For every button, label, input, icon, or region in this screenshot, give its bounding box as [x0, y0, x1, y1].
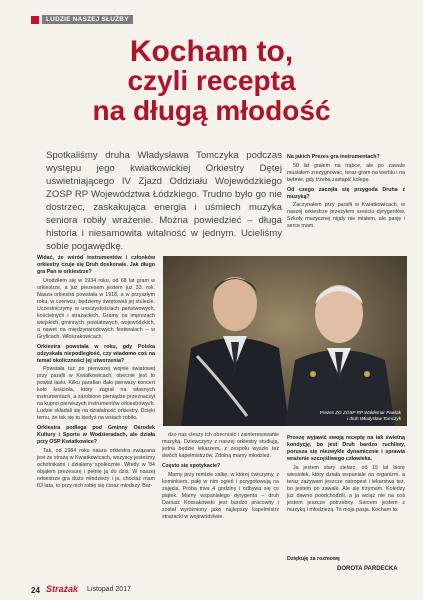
interview-answer: Ja jestem stary zielarz, od 15 lat biorę wiesiołek, który działa wspaniale na organizm, a teraz zażywam jeszcze ostropest i lekarstwa też, bo jestem po zawale. Ale się trzymam. Koledzy już dawno poodchodzili, a ja wciąż nie na coś jestem jeszcze potrzebny. Sercem jestem z muzyką i młodzieżą. To moja pasja. Kocham to. [287, 464, 405, 513]
interview-photo [163, 256, 407, 426]
page-number: 24 [31, 586, 40, 595]
section-label: LUDZIE NASZEJ SŁUŻBY [42, 15, 133, 24]
interview-answer: 50 lat grałem na trąbce, ale po zawale musiałem zrezygnować, teraz gram na werblu i na bębnie, gdy trzeba zastąpić kolegę. [287, 162, 405, 183]
interview-question: Widać, że wśród instrumentów i członków orkiestry czuje się Druh doskonale. Jak długo gra Pan w orkiestrze? [37, 255, 155, 275]
interview-question: Często się spotykacie? [162, 463, 221, 469]
bottom-right-column [287, 432, 405, 515]
lead-paragraph: Spotkaliśmy druha Władysława Tomczyka podczas występu jego kwiatkowickiej Orkiestry Dętej uświetniającego IV Zjazd Oddziału Wojewódzkiego ZOSP RP Województwa Łódzkiego. Trudno było go nie dostrzec, zaskakująca energia i uśmiech muzyka seniora robiły wrażenie. Można powiedzieć – długa historia i niesamowita witalność w jednym. Ucieliśmy sobie pogawędkę. [46, 150, 282, 252]
interview-answer: Tak, od 1984 roku nasza orkiestra związana jest ze strażą w Kwiatkowicach, wszyscy jesteśmy ochotnikami i działamy społecznie. Wtedy w '84 objąłem prezesurę i pełnię ją do dziś. W naszej orkiestrze gra dużo młodzieży i ja, chociaż mam 83 lata, to przy nich robię się coraz młodszy. Bar- [37, 447, 155, 489]
interview-answer: Powstała tuż po pierwszej wojnie światowej przy parafii w Kwiatkowicach, obecnie jest to powiat łaski. Kilku parafian dało pierwszy koncert koło kościoła, który zagrał na własnych instrumentach, a zarobione pieniądze przeznaczył na kupno pierwszych instrumentów orkiestrowych. Ludzie składali się na działalność orkiestry. Dzięki temu, że tak się to kiedyś na wsiach robiło. [37, 366, 155, 421]
interview-question: Proszę wyjawić swoją receptę na tak świetną kondycję, bo jest Druh bardzo ruchliwy, porusza się niezwykle dynamicznie i sprawia wrażenie szczęśliwego człowieka. [287, 435, 405, 462]
author-byline: DOROTA PARDECKA [337, 566, 398, 572]
interview-answer: Urodziłem się w 1934 roku, od 68 lat gram w orkiestrze, a już prezesem jestem już 33. rok. Nasza orkiestra powstała w 1918, a w przyszłym roku, w czerwcu, będziemy świętowali jej stulecie. Uczestniczymy w uroczystościach państwowych, kościelnych i strażackich. Gramy na imprezach wiejskich, gminnych, powiatowych, wojewódzkich, a nawet na międzynarodowych festiwalach – w Gryficach, Włoszakowicach. [37, 277, 155, 340]
section-marker-icon [31, 16, 39, 24]
caption-line-1: Prezes ZG ZOSP RP Waldemar Pawlak [319, 410, 401, 415]
closing-thanks: Dziękuję za rozmowę [287, 556, 340, 562]
interview-question: Orkiestra powstała w roku, gdy Polska odzyskała niepodległość, czy wiadomo coś na temat okoliczności jej utworzenia? [37, 343, 155, 364]
section-tag [31, 14, 133, 25]
interview-answer: Zaczynałem przy parafii w Kwiatkowicach, w naszej orkiestrze przeżyłem sześciu dyrygentów. Szkoły muzycznej nigdy nie miałem, ale pasję i serce mam. [287, 202, 405, 229]
photo-caption [320, 410, 401, 422]
right-column-top [287, 151, 405, 232]
caption-line-2: i druh Władysław Tomczyk [347, 416, 401, 421]
interview-question: Od czego zaczęła się przygoda Druha z muzyką? [287, 186, 405, 200]
interview-question: Orkiestra podlega pod Gminny Ośrodek Kultury i Sportu w Wodzieradach, ale działa przy OSP Kwiatkowice? [37, 425, 155, 445]
headline-line-2: czyli recepta [127, 65, 296, 96]
bottom-middle-column [162, 432, 279, 522]
headline-line-1: Kocham to, [129, 35, 294, 68]
issue-date: Listopad 2017 [87, 586, 131, 593]
interview-answer: dzo nas cieszy ich obecność i zainteresowanie muzyką. Dziewczyny z naszej orkiestry studiują, jedna będzie lekarzem, z zespołu wyszło też dwóch kapelmistrzów. Zdolną mamy młodzież. [162, 432, 279, 459]
interview-question: Na jakich Prezes gra instrumentach? [287, 154, 380, 160]
magazine-brand: Strażak [46, 584, 79, 594]
left-column [37, 252, 155, 491]
photo-illustration [163, 256, 407, 426]
interview-answer: Mamy przy remizie salkę, w której ćwiczymy, z kominkiem, pałę w nim ogień i przygotowują na zajęcia. Próba trwa 4 godziny i odbywa się co piątek. Mamy wspaniałego dyrygenta – druh Dariusz Kossakowski jest bardzo pracowity i został wyróżniony jako najlepszy kapelmistrz strażacki w województwie. [162, 471, 279, 520]
headline-line-3: na długą młodość [92, 95, 331, 126]
